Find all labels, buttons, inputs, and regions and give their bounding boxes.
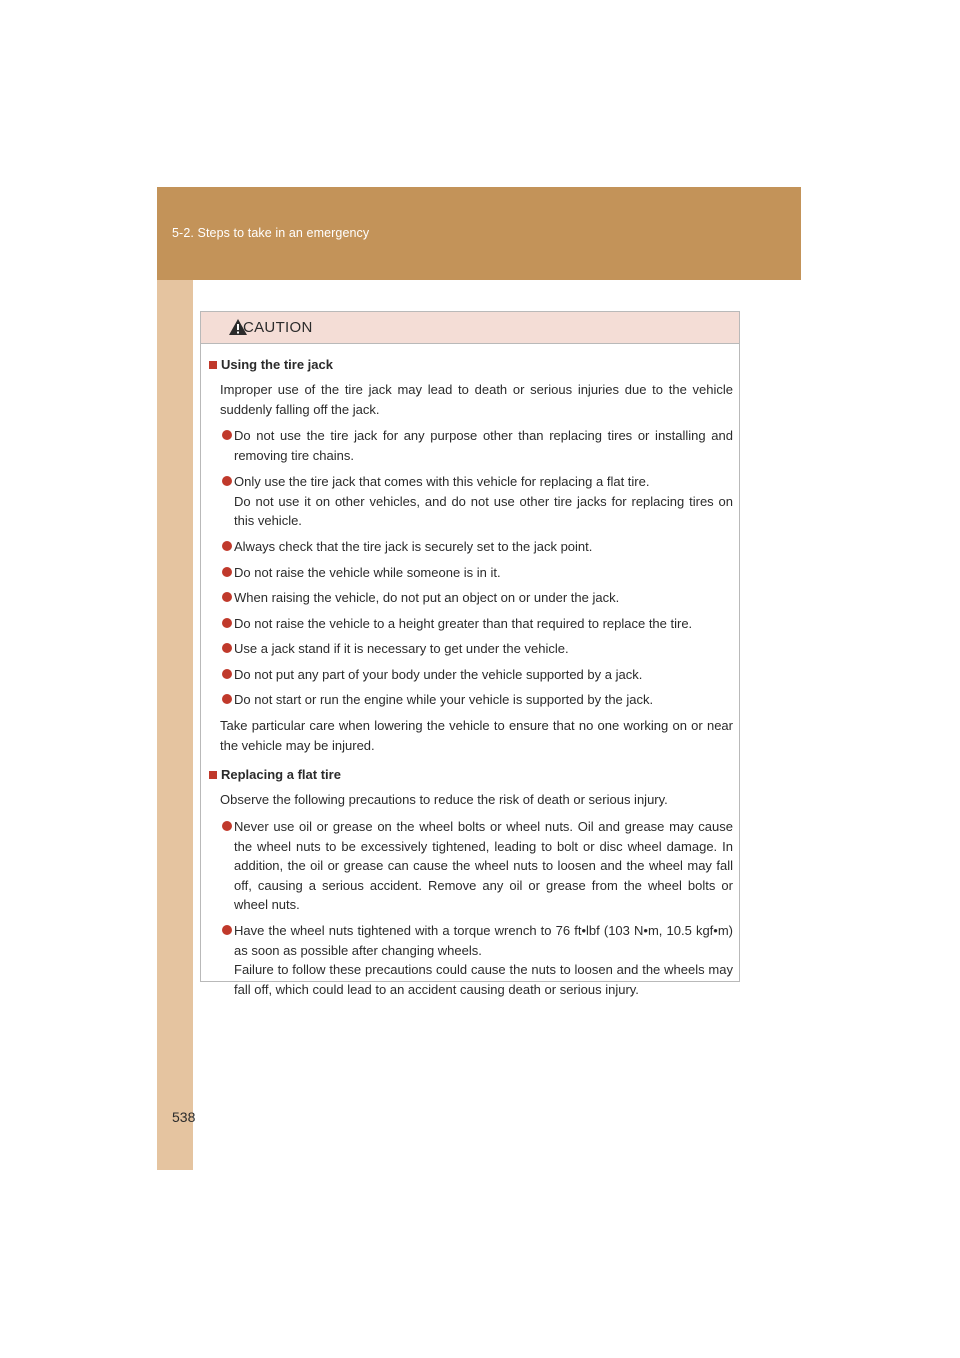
list-item	[222, 537, 733, 557]
list-item-text: Do not start or run the engine while your vehicle is supported by the jack.	[234, 692, 654, 707]
section-heading	[209, 767, 341, 782]
caution-header	[201, 312, 739, 344]
list-item-text: Have the wheel nuts tightened with a torque wrench to 76 ft•lbf (103 N•m, 10.5 kgf•m) as soon as possible after changing wheels.	[234, 923, 733, 958]
list-item-extra: Do not use it on other vehicles, and do not use other tire jacks for replacing tires on this vehicle.	[234, 493, 733, 528]
bullet-dot-icon	[222, 643, 232, 653]
list-item-text: Do not put any part of your body under the vehicle supported by a jack.	[234, 667, 643, 682]
bullet-dot-icon	[222, 618, 232, 628]
list-item-text: Always check that the tire jack is securely set to the jack point.	[234, 539, 593, 554]
bullet-dot-icon	[222, 430, 232, 440]
list-item	[222, 563, 733, 583]
section-intro: Observe the following precautions to reduce the risk of death or serious injury.	[220, 792, 668, 807]
bullet-dot-icon	[222, 476, 232, 486]
list-item	[222, 817, 733, 915]
list-item	[222, 426, 733, 465]
list-item-text: When raising the vehicle, do not put an object on or under the jack.	[234, 590, 620, 605]
list-item	[222, 614, 733, 634]
list-item-text: Do not raise the vehicle while someone is in it.	[234, 565, 501, 580]
section-heading-text: Using the tire jack	[221, 357, 333, 372]
section-heading	[209, 357, 333, 372]
list-item-extra: Failure to follow these precautions could cause the nuts to loosen and the wheels may fall off, which could lead to an accident causing death or serious injury.	[234, 962, 733, 997]
list-item-text: Never use oil or grease on the wheel bolts or wheel nuts. Oil and grease may cause the wheel nuts to be excessively tightened, leading to bolt or disc wheel damage. In addition, the oil or grease can cause the wheel nuts to loosen and the wheel may fall off, causing a serious accident. Remove any oil or grease from the wheel bolts or wheel nuts.	[234, 819, 733, 912]
square-bullet-icon	[209, 361, 217, 369]
list-item-text: Use a jack stand if it is necessary to get under the vehicle.	[234, 641, 569, 656]
bullet-dot-icon	[222, 541, 232, 551]
bullet-dot-icon	[222, 925, 232, 935]
list-item	[222, 588, 733, 608]
bullet-dot-icon	[222, 567, 232, 577]
caution-box	[200, 311, 740, 997]
bullet-dot-icon	[222, 694, 232, 704]
section-outro: Take particular care when lowering the vehicle to ensure that no one working on or near the vehicle may be injured.	[220, 718, 733, 753]
side-strip	[157, 187, 196, 1170]
bullet-dot-icon	[222, 669, 232, 679]
list-item	[222, 921, 733, 999]
list-item-text: Only use the tire jack that comes with this vehicle for replacing a flat tire.	[234, 474, 650, 489]
list-item-text: Do not raise the vehicle to a height greater than that required to replace the tire.	[234, 616, 693, 631]
section-title: 5-2. Steps to take in an emergency	[172, 226, 370, 240]
list-item	[222, 472, 733, 531]
page-number: 538	[172, 1109, 196, 1125]
square-bullet-icon	[209, 771, 217, 779]
list-item	[222, 665, 733, 685]
bullet-dot-icon	[222, 821, 232, 831]
section-heading-text: Replacing a flat tire	[221, 767, 341, 782]
bullet-dot-icon	[222, 592, 232, 602]
list-item-text: Do not use the tire jack for any purpose other than replacing tires or installing and removing tire chains.	[234, 428, 733, 463]
section-intro: Improper use of the tire jack may lead to death or serious injuries due to the vehicle suddenly falling off the jack.	[220, 382, 733, 417]
caution-label: CAUTION	[243, 319, 313, 336]
list-item	[222, 639, 733, 659]
list-item	[222, 690, 733, 710]
